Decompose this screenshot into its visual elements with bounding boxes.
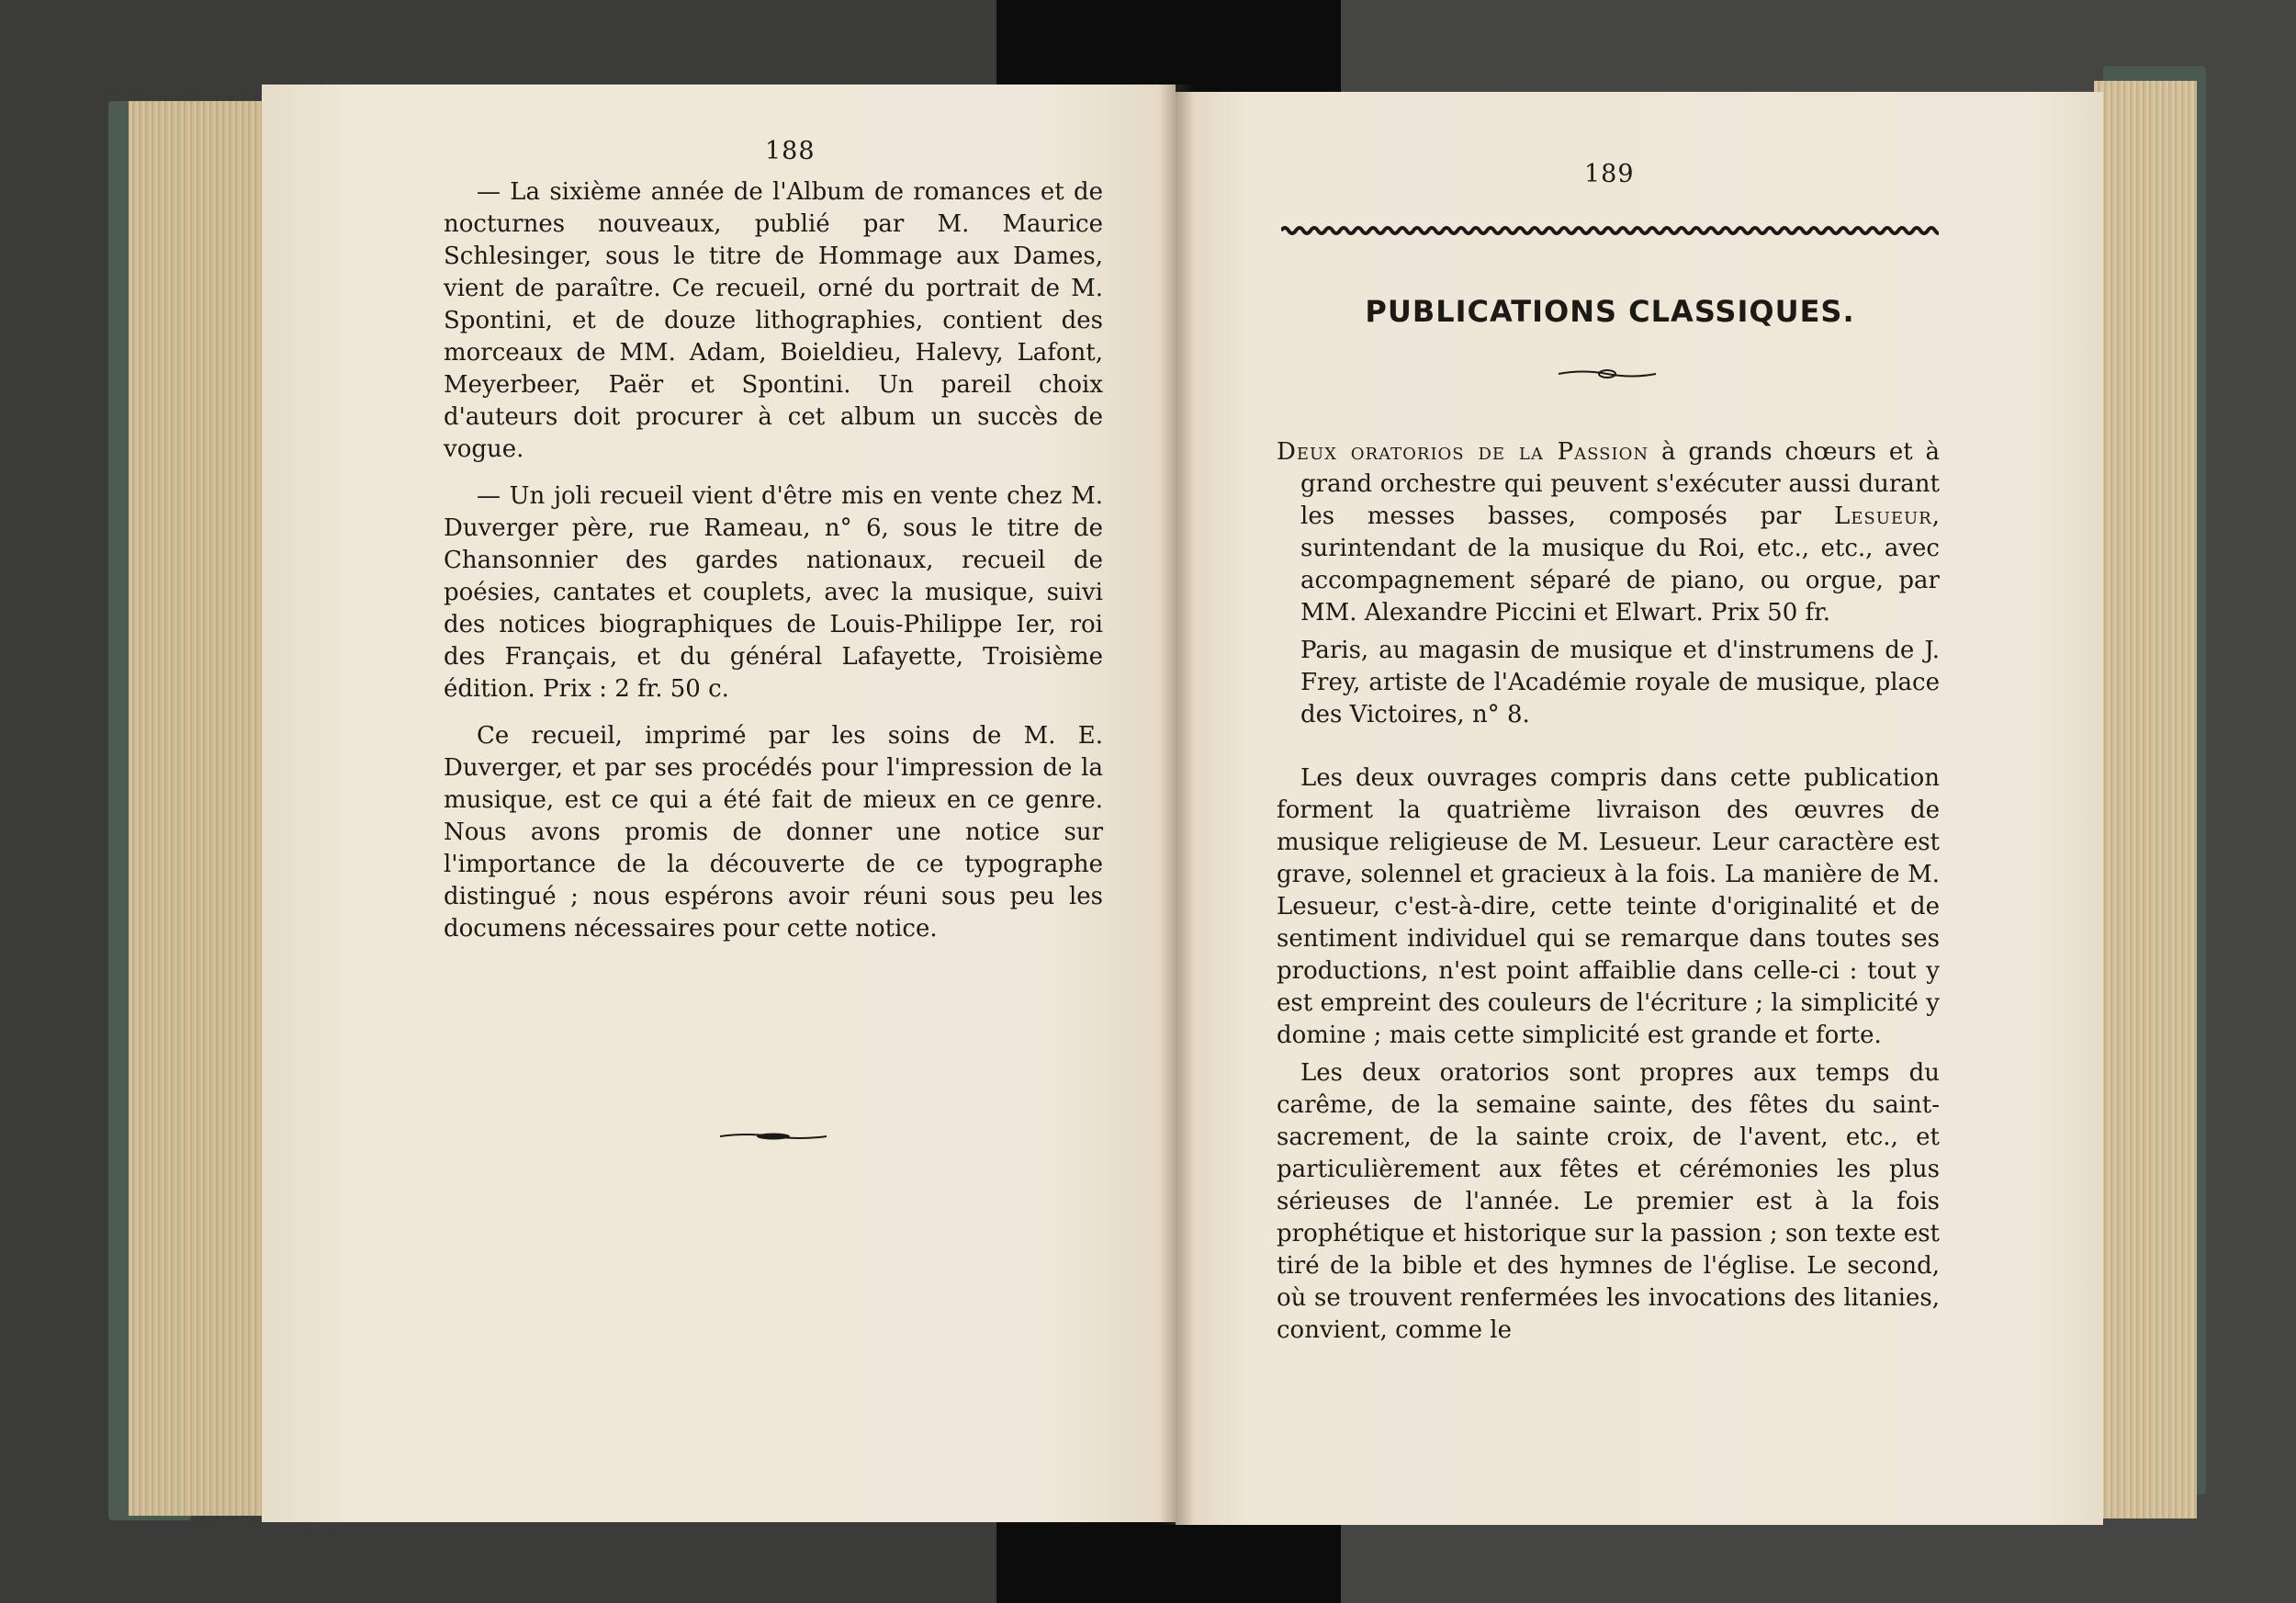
right-page <box>1176 92 2103 1525</box>
book-gutter <box>1159 85 1194 1525</box>
left-paragraph-2: — Un joli recueil vient d'être mis en vente chez M. Duverger père, rue Rameau, n° 6, sous le titre de Chansonnier des gardes nationaux, recueil de poésies, cantates et couplets, avec la musique, suivi des notices biographiques de Louis-Philippe Ier, roi des Français, et du général Lafayette, Troisième édition. Prix : 2 fr. 50 c. <box>444 482 1103 703</box>
left-page-body <box>444 176 1103 1152</box>
left-paragraph-3: Ce recueil, imprimé par les soins de M. E. Duverger, et par ses procédés pour l'impression de la musique, est ce qui a été fait de mieux en ce genre. Nous avons promis de donner une notice sur l'importance de la découverte de ce typographe distingué ; nous espérons avoir réuni sous peu les documens nécessaires pour cette notice. <box>444 722 1103 943</box>
publisher-line: Paris, au magasin de musique et d'instrumens de J. Frey, artiste de l'Académie royale de musique, place des Victoires, n° 8. <box>1300 637 1940 728</box>
publication-entry <box>1277 436 1940 629</box>
closing-ornament <box>444 1120 1103 1152</box>
right-paragraph-2: Les deux oratorios sont propres aux temps du carême, de la semaine sainte, des fêtes du saint-sacrement, de la sainte croix, de l'avent, etc., et particulièrement aux fêtes et cérémonies les plus sérieuses de l'année. Le premier est à la fois prophétique et historique sur la passion ; son texte est tiré de la bible et des hymnes de l'église. Le second, où se trouvent renfermées les invocations des litanies, convient, comme le <box>1277 1059 1940 1344</box>
left-paragraph-1: — La sixième année de l'Album de romances et de nocturnes nouveaux, publié par M. Maurice Schlesinger, sous le titre de Hommage aux Dames, vient de paraître. Ce recueil, orné du portrait de M. Spontini, et de douze lithographies, contient des morceaux de MM. Adam, Boieldieu, Halevy, Lafont, Meyerbeer, Paër et Spontini. Un pareil choix d'auteurs doit procurer à cet album un succès de vogue. <box>444 178 1103 463</box>
entry-rest: , surintendant de la musique du Roi, etc., etc., avec accompagnement séparé de piano, ou orgue, par MM. Alexandre Piccini et Elwart. Prix 50 fr. <box>1300 502 1940 627</box>
right-paragraph-1: Les deux ouvrages compris dans cette publication forment la quatrième livraison des œuvres de musique religieuse de M. Lesueur. Leur caractère est grave, solennel et gracieux à la fois. La manière de M. Lesueur, c'est-à-dire, cette teinte d'originalité et de sentiment individuel qui se remarque dans toutes ses productions, n'est point affaiblie dans celle-ci : tout y est empreint des couleurs de l'écriture ; la simplicité y domine ; mais cette simplicité est grande et forte. <box>1277 764 1940 1049</box>
left-page-edges <box>129 101 276 1516</box>
wavy-rule <box>1281 222 1939 239</box>
section-heading: PUBLICATIONS CLASSIQUES. <box>1365 294 1855 329</box>
right-page-number: 189 <box>1584 160 1635 188</box>
right-page-edges <box>2094 81 2197 1518</box>
heading-ornament <box>1557 367 1658 380</box>
entry-text: à grands chœurs et à grand orchestre qui peuvent s'exécuter aussi durant les messes basses, composés par <box>1300 438 1940 530</box>
left-page <box>262 85 1176 1522</box>
right-page-body <box>1277 436 1940 1347</box>
left-page-number: 188 <box>765 137 816 165</box>
entry-composer: Lesueur <box>1833 502 1932 530</box>
entry-lead: Deux oratorios de la Passion <box>1277 438 1649 466</box>
